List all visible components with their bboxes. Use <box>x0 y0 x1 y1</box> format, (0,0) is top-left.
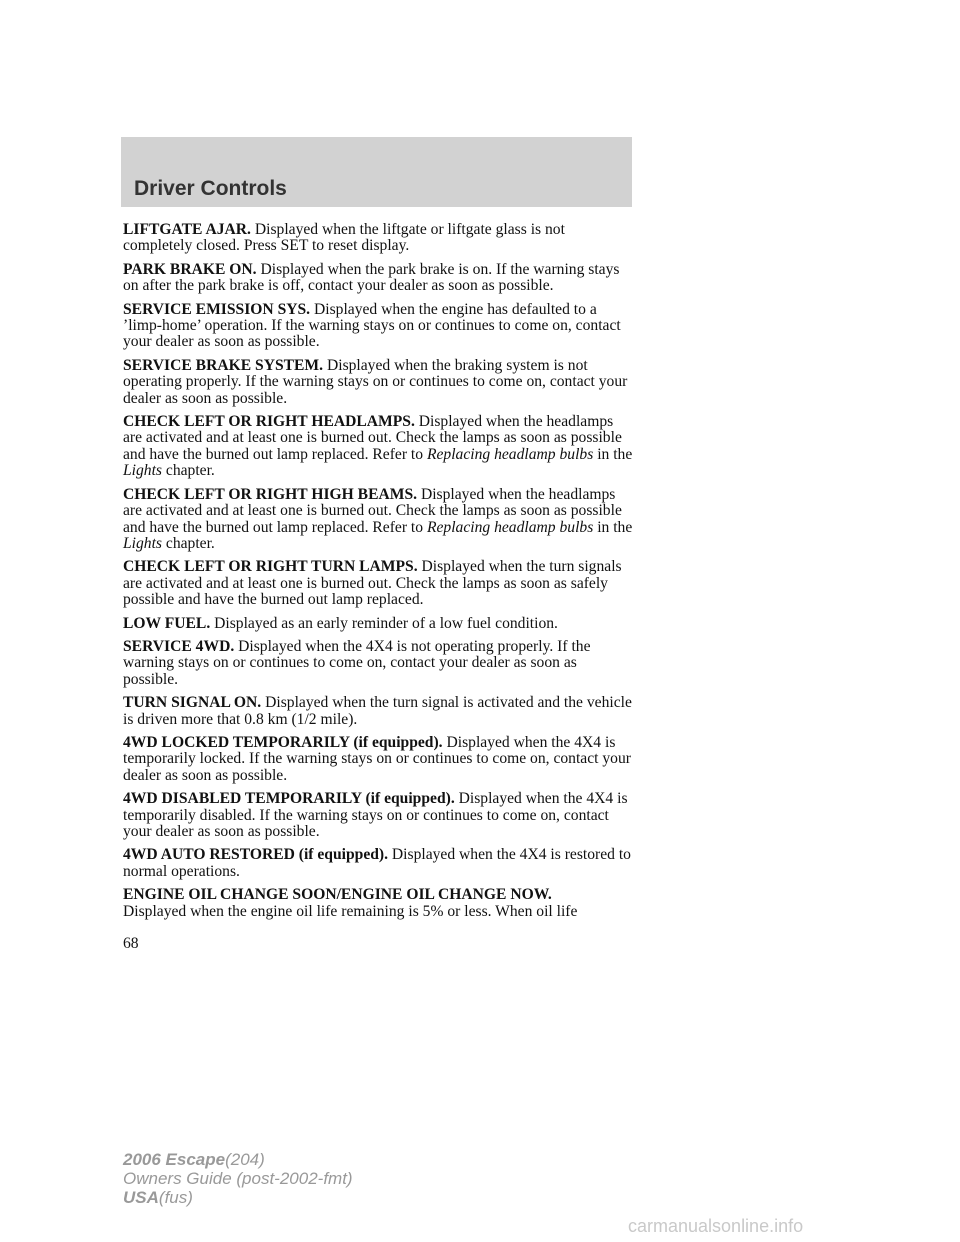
footer-line-guide: Owners Guide (post-2002-fmt) <box>123 1169 353 1188</box>
entry-text: Displayed when the turn signals are activated and at least one is burned out. Check the lamps as soon as safely possible and have the burned out lamp replaced. <box>123 558 622 609</box>
footer-market-code: (fus) <box>158 1188 193 1207</box>
entry-term: 4WD DISABLED TEMPORARILY (if equipped). <box>123 790 455 808</box>
entry-4wd-disabled <box>123 791 635 840</box>
entry-low-fuel <box>123 616 635 632</box>
page-number: 68 <box>123 935 139 952</box>
entry-term: CHECK LEFT OR RIGHT HEADLAMPS. <box>123 413 415 431</box>
entry-text: Displayed when the turn signal is activated and the vehicle is driven more that 0.8 km (1/2 mile). <box>123 694 632 728</box>
entry-term: LIFTGATE AJAR. <box>123 221 251 238</box>
entry-text: Displayed when the liftgate or liftgate glass is not completely closed. Press SET to reset display. <box>123 221 565 255</box>
entry-term: LOW FUEL. <box>123 614 211 632</box>
watermark: carmanualsonline.info <box>628 1216 804 1236</box>
entry-term: ENGINE OIL CHANGE SOON/ENGINE OIL CHANGE NOW. <box>123 886 552 904</box>
reference-topic: Replacing headlamp bulbs <box>426 445 594 463</box>
entry-term: SERVICE EMISSION SYS. <box>123 300 311 318</box>
entry-liftgate-ajar <box>123 222 635 255</box>
entry-term: 4WD LOCKED TEMPORARILY (if equipped). <box>123 733 443 751</box>
entry-4wd-auto-restored <box>123 847 635 880</box>
reference-connector: in the <box>597 518 633 536</box>
entry-4wd-locked <box>123 735 635 784</box>
entry-text: Displayed when the braking system is not operating properly. If the warning stays on or continues to come on, contact your dealer as soon as possible. <box>123 356 628 407</box>
entry-text: Displayed when the engine oil life remaining is 5% or less. When oil life <box>123 902 578 920</box>
reference-connector: in the <box>597 445 633 463</box>
page-content <box>123 222 635 927</box>
entry-service-brake-system <box>123 358 635 407</box>
header-band <box>121 137 632 207</box>
reference-end: chapter. <box>165 462 215 480</box>
entry-term: TURN SIGNAL ON. <box>123 694 262 712</box>
entry-term: SERVICE BRAKE SYSTEM. <box>123 356 324 374</box>
entry-check-high-beams <box>123 487 635 553</box>
entry-park-brake-on <box>123 262 635 295</box>
entry-text: Displayed when the 4X4 is temporarily disabled. If the warning stays on or continues to come on, contact your dealer as soon as possible. <box>123 790 628 840</box>
entry-text: Displayed when the engine has defaulted to a ’limp-home’ operation. If the warning stays on or continues to come on, contact your dealer as soon as possible. <box>123 300 621 351</box>
section-title: Driver Controls <box>134 177 287 200</box>
entry-term: 4WD AUTO RESTORED (if equipped). <box>123 846 389 864</box>
document-footer <box>123 1150 353 1207</box>
entry-text: Displayed when the headlamps are activated and at least one is burned out. Check the lamps as soon as possible and have the burned out lamp replaced. Refer to <box>123 413 622 463</box>
entry-service-emission-sys <box>123 302 635 351</box>
entry-term: CHECK LEFT OR RIGHT TURN LAMPS. <box>123 558 418 576</box>
footer-model-code: (204) <box>225 1150 265 1169</box>
entry-text: Displayed when the headlamps are activated and at least one is burned out. Check the lamps as soon as possible and have the burned out lamp replaced. Refer to <box>123 485 622 536</box>
entry-text: Displayed when the park brake is on. If the warning stays on after the park brake is off, contact your dealer as soon as possible. <box>123 260 620 295</box>
entry-text: Displayed when the 4X4 is temporarily locked. If the warning stays on or continues to come on, contact your dealer as soon as possible. <box>123 733 631 784</box>
reference-topic: Replacing headlamp bulbs <box>426 518 594 536</box>
entry-service-4wd <box>123 639 635 688</box>
entry-engine-oil-change <box>123 887 635 920</box>
entry-text: Displayed as an early reminder of a low fuel condition. <box>214 614 558 632</box>
entry-term: CHECK LEFT OR RIGHT HIGH BEAMS. <box>123 485 418 503</box>
entry-turn-signal-on <box>123 695 635 728</box>
footer-line-market <box>123 1188 353 1207</box>
entry-text: Displayed when the 4X4 is not operating properly. If the warning stays on or continues to come on, contact your dealer as soon as possible. <box>123 637 591 688</box>
entry-term: SERVICE 4WD. <box>123 637 235 655</box>
footer-model: 2006 Escape <box>123 1150 226 1169</box>
entry-check-headlamps <box>123 414 635 480</box>
reference-end: chapter. <box>165 534 215 552</box>
footer-line-model <box>123 1150 353 1169</box>
entry-text: Displayed when the 4X4 is restored to normal operations. <box>123 846 631 880</box>
entry-check-turn-lamps <box>123 559 635 608</box>
reference-chapter: Lights <box>123 534 162 552</box>
reference-chapter: Lights <box>123 462 162 480</box>
footer-market: USA <box>123 1188 159 1207</box>
entry-term: PARK BRAKE ON. <box>123 260 257 278</box>
